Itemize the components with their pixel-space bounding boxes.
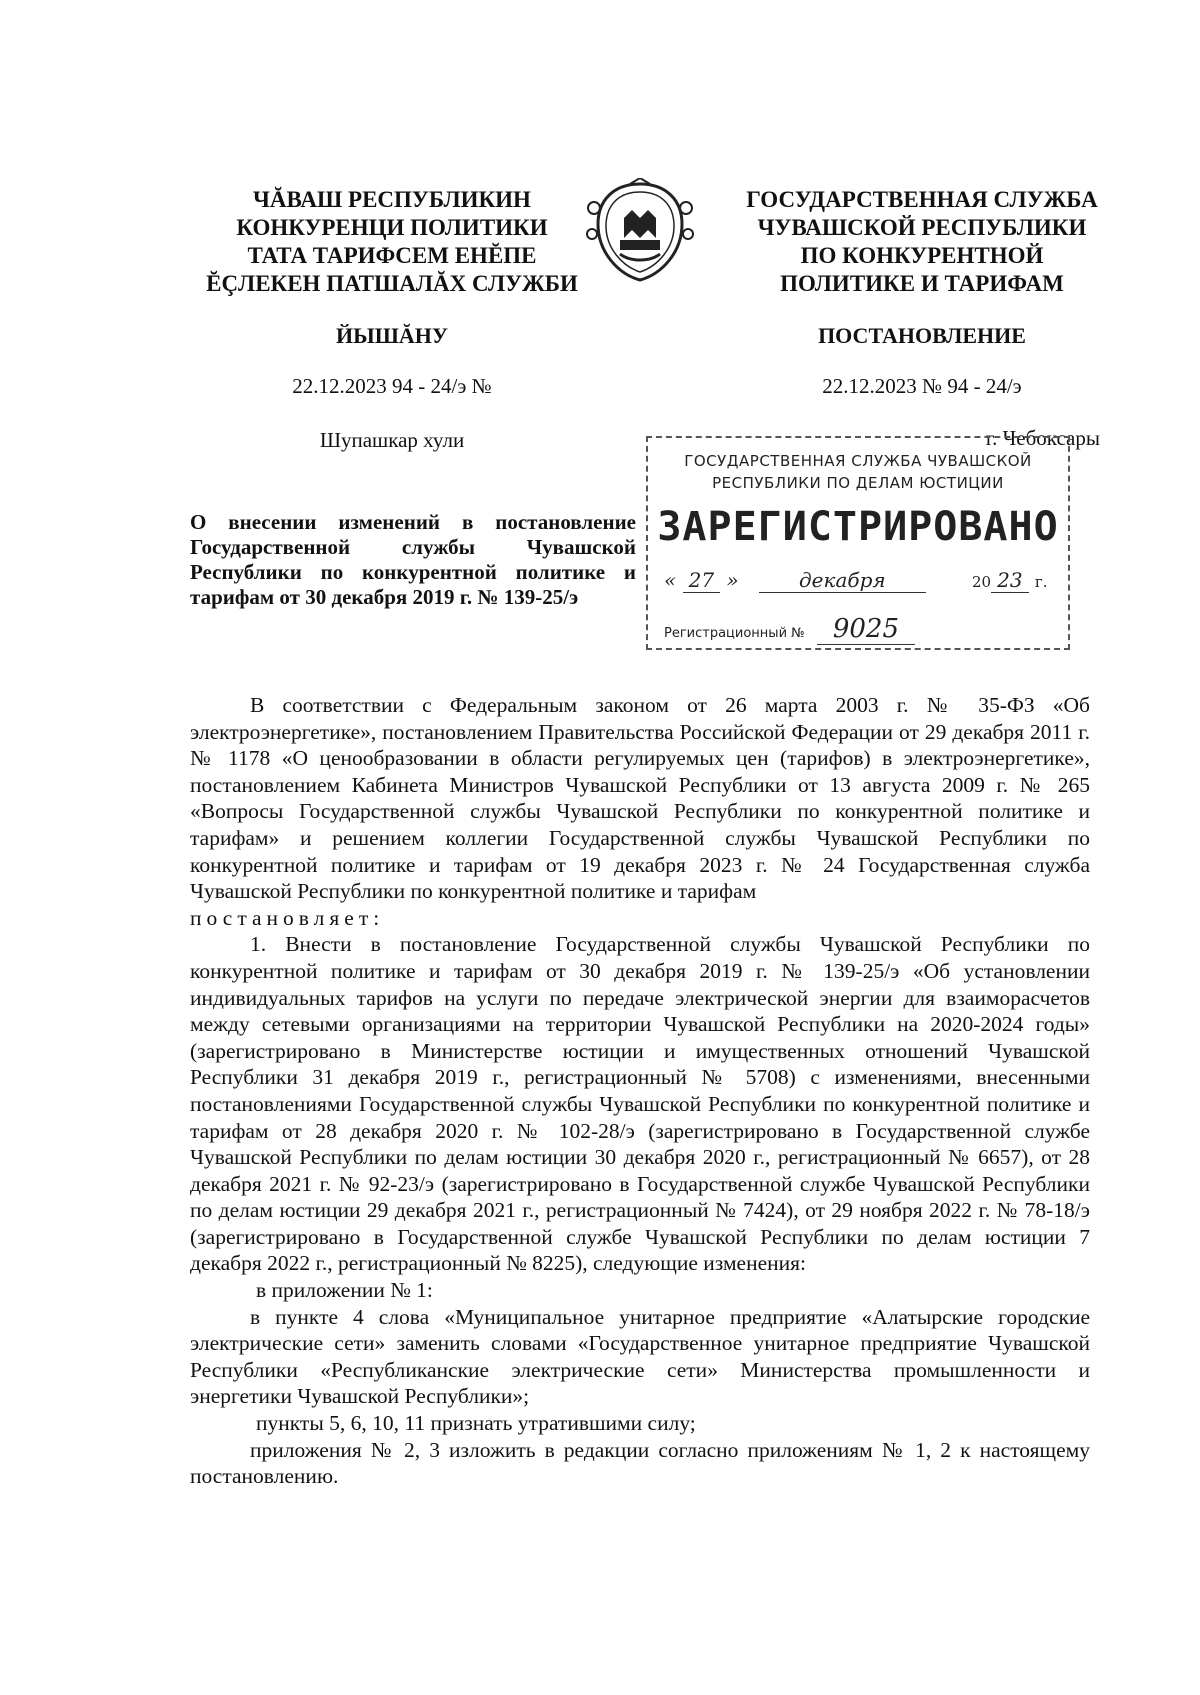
subject-line: тарифам от 30 декабря 2019 г. № 139-25/э (190, 585, 579, 609)
stamp-month: декабря (759, 568, 926, 593)
item-1-paragraph: 1. Внести в постановление Государственной службы Чувашской Республики по конкурентной политике и тарифам от 30 декабря 2019 г. № 139-25/э «Об установлении индивидуальных тарифов на услуги по передаче электрической энергии для взаиморасчетов между сетевыми организациями на территории Чувашской Республики на 2020-2024 годы» (зарегистрировано в Министерстве юстиции и имущественных отношений Чувашской Республики 31 декабря 2019 г., регистрационный № 5708) с изменениями, внесенными постановлениями Государственной службы Чувашской Республики по конкурентной политике и тарифам от 28 декабря 2020 г. № 102-28/э (зарегистрировано в Государственной службе Чувашской Республики по делам юстиции 30 декабря 2020 г., регистрационный № 6657), от 28 декабря 2021 г. № 92-23/э (зарегистрировано в Государственной службе Чувашской Республики по делам юстиции 29 декабря 2021 г., регистрационный № 7424), от 29 ноября 2022 г. № 78-18/э (зарегистрировано в Государственной службе Чувашской Республики по делам юстиции 7 декабря 2022 г., регистрационный № 8225), следующие изменения: (190, 932, 1090, 1276)
doc-type-russian: ПОСТАНОВЛЕНИЕ (818, 323, 1026, 348)
header-line: ПОЛИТИКЕ И ТАРИФАМ (780, 271, 1064, 296)
stamp-year-prefix: 20 (972, 573, 992, 591)
stamp-reg-label: Регистрационный № (664, 626, 805, 641)
doc-number-russian: 22.12.2023 № 94 - 24/э (822, 374, 1022, 398)
preamble-paragraph: В соответствии с Федеральным законом от 26 марта 2003 г. № 35-ФЗ «Об электроэнергетике», постановлением Правительства Российской Федерации от 29 декабря 2011 г. № 1178 «О ценообразовании в области регулируемых цен (тарифов) в электроэнергетике», постановлением Кабинета Министров Чувашской Республики от 13 августа 2009 г. № 265 «Вопросы Государственной службы Чувашской Республики по конкурентной политике и тарифам» и решением коллегии Государственной службы Чувашской Республики по конкурентной политике и тарифам от 19 декабря 2023 г. № 24 Государственная служба Чувашской Республики по конкурентной политике и тарифам (190, 693, 1090, 904)
stamp-day: 27 (683, 568, 720, 593)
header-line: ТАТА ТАРИФСЕМ ЕНĔПЕ (247, 243, 537, 268)
stamp-authority-line: РЕСПУБЛИКИ ПО ДЕЛАМ ЮСТИЦИИ (712, 474, 1004, 492)
stamp-year-unit: г. (1034, 573, 1048, 591)
header-line: ПО КОНКУРЕНТНОЙ (800, 243, 1044, 268)
subject-line: Республики по конкурентной политике и (190, 560, 636, 584)
doc-type-chuvash: ЙЫШĂНУ (335, 323, 449, 348)
point-4-paragraph: в пункте 4 слова «Муниципальное унитарное предприятие «Алатырские городские электрические сети» заменить словами «Государственное унитарное предприятие Чувашской Республики «Республиканские электрические сети» Министерства промышленности и энергетики Чувашской Республики»; (190, 1304, 1090, 1409)
place-russian: г. Чебоксары (985, 426, 1100, 450)
header-line: ГОСУДАРСТВЕННАЯ СЛУЖБА (746, 187, 1098, 212)
appendices-new-paragraph: приложения № 2, 3 изложить в редакции согласно приложениям № 1, 2 к настоящему постановлению. (190, 1437, 1090, 1489)
chuvash-emblem-icon (584, 178, 696, 284)
document-subject (190, 510, 636, 610)
header-line: КОНКУРЕНЦИ ПОЛИТИКИ (236, 215, 548, 240)
header-chuvash-title (200, 186, 584, 298)
document-body (190, 692, 1090, 1490)
stamp-registered-label: ЗАРЕГИСТРИРОВАНО (657, 504, 1059, 550)
registration-stamp (646, 436, 1070, 650)
decree-word: постановляет: (190, 905, 385, 930)
points-invalid-paragraph: пункты 5, 6, 10, 11 признать утратившими силу; (256, 1411, 696, 1436)
subject-line: Государственной службы Чувашской (190, 535, 636, 559)
subject-line: О внесении изменений в постановление (190, 510, 636, 534)
place-chuvash: Шупашкар хули (319, 428, 465, 452)
header-russian-title (728, 186, 1116, 298)
header-line: ЧĂВАШ РЕСПУБЛИКИН (253, 187, 531, 212)
header-line: ĔÇЛЕКЕН ПАТШАЛĂХ СЛУЖБИ (206, 271, 578, 296)
stamp-reg-number: 9025 (817, 614, 915, 645)
stamp-date: « 27 » декабря 20 23 г. (664, 568, 1048, 592)
header-line: ЧУВАШСКОЙ РЕСПУБЛИКИ (757, 215, 1087, 240)
doc-number-chuvash: 22.12.2023 94 - 24/э № (292, 374, 492, 398)
appendix-1-heading: в приложении № 1: (256, 1278, 433, 1303)
stamp-registration (664, 614, 1058, 645)
stamp-year-suffix: 23 (991, 568, 1028, 593)
stamp-authority-line: ГОСУДАРСТВЕННАЯ СЛУЖБА ЧУВАШСКОЙ (684, 452, 1032, 470)
